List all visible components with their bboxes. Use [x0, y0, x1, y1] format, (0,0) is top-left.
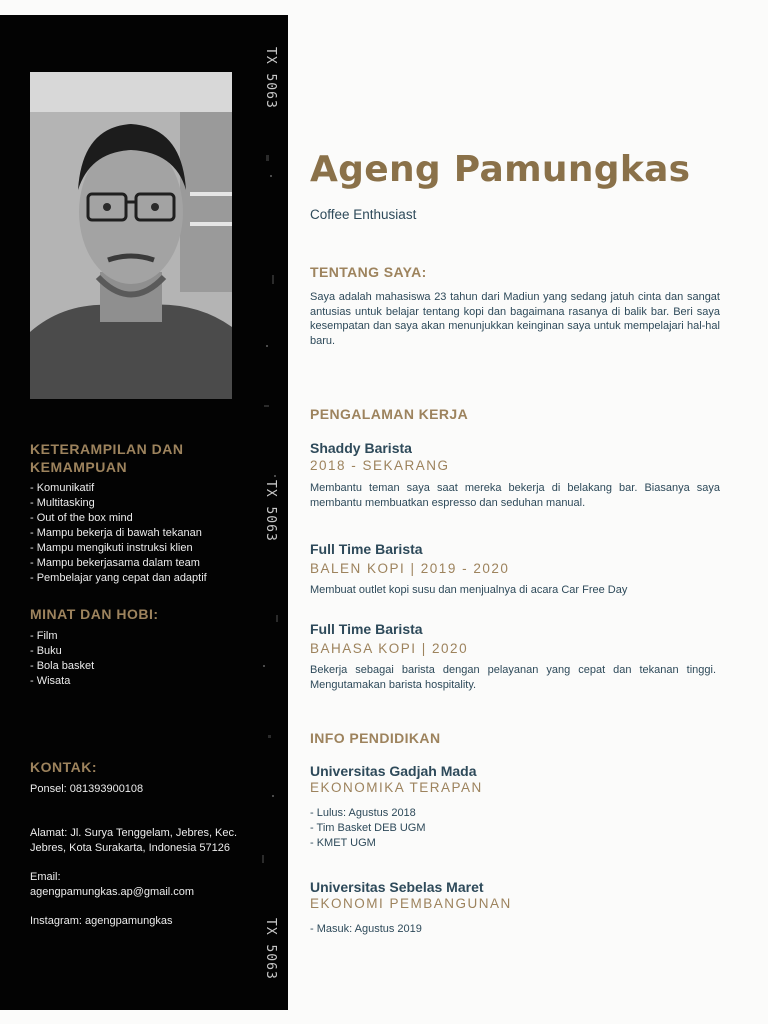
school-major: EKONOMIKA TERAPAN [310, 780, 483, 795]
school-name: Universitas Gadjah Mada [310, 763, 477, 779]
sidebar [0, 15, 288, 1010]
job-period: 2018 - SEKARANG [310, 458, 450, 473]
skill-item: - Komunikatif [30, 482, 95, 494]
school-detail-item: - Lulus: Agustus 2018 [310, 807, 416, 819]
job-description: Membuat outlet kopi susu dan menjualnya di acara Car Free Day [310, 584, 628, 596]
film-strip [236, 15, 288, 1010]
full-name: Ageng Pamungkas [310, 149, 691, 190]
school-details [310, 922, 422, 937]
skills-heading [30, 440, 183, 476]
school-detail-item: - Masuk: Agustus 2019 [310, 923, 422, 935]
skill-item: - Pembelajar yang cepat dan adaptif [30, 572, 207, 584]
school-name: Universitas Sebelas Maret [310, 879, 484, 895]
school-detail-item: - KMET UGM [310, 837, 376, 849]
school-details [310, 806, 426, 851]
job-period: BALEN KOPI | 2019 - 2020 [310, 561, 510, 576]
subtitle: Coffee Enthusiast [310, 207, 417, 222]
skill-item: - Mampu bekerjasama dalam team [30, 557, 200, 569]
school-major: EKONOMI PEMBANGUNAN [310, 896, 512, 911]
about-text: Saya adalah mahasiswa 23 tahun dari Madiun yang sedang jatuh cinta dan sangat antusias untuk belajar tentang kopi dan bagaimana rasanya di balik bar. Beri saya kesempatan dan saya akan menunjukkan keinginan saya untuk mempelajari hal-hal baru. [310, 291, 720, 347]
contact-email-label: Email: [30, 871, 61, 883]
contact-email[interactable]: agengpamungkas.ap@gmail.com [30, 886, 195, 898]
hobby-item: - Bola basket [30, 660, 95, 672]
skill-item: - Mampu bekerja di bawah tekanan [30, 527, 202, 539]
profile-photo [30, 72, 232, 399]
job-description: Membantu teman saya saat mereka bekerja di belakang bar. Biasanya saya membantu membuatkan espresso dan seduhan manual. [310, 482, 720, 509]
film-label: TX 5063 [263, 918, 278, 980]
experience-heading: PENGALAMAN KERJA [310, 406, 469, 422]
contact-heading: KONTAK: [30, 759, 98, 775]
job-period: BAHASA KOPI | 2020 [310, 641, 469, 656]
hobbies-list [30, 629, 94, 689]
hobby-item: - Film [30, 630, 58, 642]
hobbies-heading: MINAT DAN HOBI: [30, 606, 159, 622]
film-label: TX 5063 [263, 480, 278, 542]
contact-instagram[interactable]: Instagram: agengpamungkas [30, 915, 173, 927]
skill-item: - Multitasking [30, 497, 95, 509]
job-title: Shaddy Barista [310, 440, 412, 456]
film-strip-texture [236, 15, 288, 1010]
job-title: Full Time Barista [310, 541, 423, 557]
skills-heading-line: KETERAMPILAN DAN [30, 441, 184, 457]
contact-phone: Ponsel: 081393900108 [30, 783, 144, 795]
about-heading: TENTANG SAYA: [310, 264, 427, 280]
hobby-item: - Buku [30, 645, 62, 657]
film-label: TX 5063 [263, 47, 278, 109]
contact-address: Alamat: Jl. Surya Tenggelam, Jebres, Kec. Jebres, Kota Surakarta, Indonesia 57126 [30, 827, 238, 854]
portrait-illustration [30, 72, 232, 399]
job-title: Full Time Barista [310, 621, 423, 637]
education-heading: INFO PENDIDIKAN [310, 730, 441, 746]
school-detail-item: - Tim Basket DEB UGM [310, 822, 426, 834]
skills-list [30, 481, 207, 586]
hobby-item: - Wisata [30, 675, 71, 687]
skills-heading-line: KEMAMPUAN [30, 459, 128, 475]
skill-item: - Mampu mengikuti instruksi klien [30, 542, 193, 554]
skill-item: - Out of the box mind [30, 512, 133, 524]
job-description: Bekerja sebagai barista dengan pelayanan yang cepat dan tekanan tinggi. Mengutamakan barista hospitality. [310, 664, 716, 691]
